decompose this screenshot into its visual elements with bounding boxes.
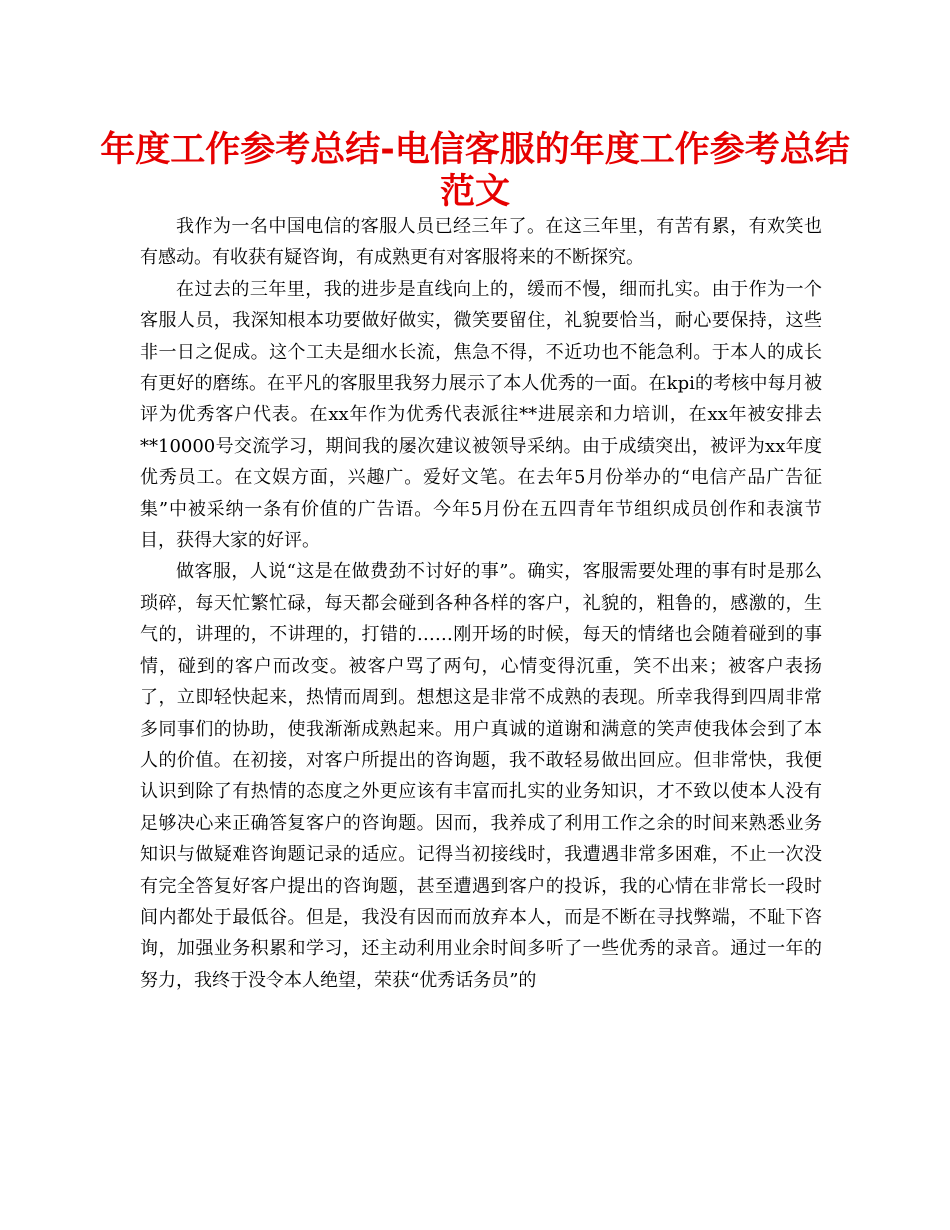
document-title-line1: 年度工作参考总结-电信客服的年度工作参考总结 xyxy=(100,130,850,170)
paragraph: 做客服，人说“这是在做费劲不讨好的事”。确实，客服需要处理的事有时是那么琐碎，每天忙繁忙碌，每天都会碰到各种各样的客户，礼貌的，粗鲁的，感激的，生气的，讲理的，不讲理的，打错的……刚开场的时候，每天的情绪也会随着碰到的事情，碰到的客户而改变。被客户骂了两句，心情变得沉重，笑不出来；被客户表扬了，立即轻快起来，热情而周到。想想这是非常不成熟的表现。所幸我得到四周非常多同事们的协助，使我渐渐成熟起来。用户真诚的道谢和满意的笑声使我体会到了本人的价值。在初接，对客户所提出的咨询题，我不敢轻易做出回应。但非常快，我便认识到除了有热情的态度之外更应该有丰富而扎实的业务知识，才不致以使本人没有足够决心来正确答复客户的咨询题。因而，我养成了利用工作之余的时间来熟悉业务知识与做疑难咨询题记录的适应。记得当初接线时，我遭遇非常多困难，不止一次没有完全答复好客户提出的咨询题，甚至遭遇到客户的投诉，我的心情在非常长一段时间内都处于最低谷。但是，我没有因而而放弃本人，而是不断在寻找弊端，不耻下咨询，加强业务积累和学习，还主动利用业余时间多听了一些优秀的录音。通过一年的努力，我终于没令本人绝望，荣获“优秀话务员”的 xyxy=(140,561,822,991)
document-title-line2: 范文 xyxy=(439,172,510,212)
document-body xyxy=(140,211,822,996)
paragraph: 在过去的三年里，我的进步是直线向上的，缓而不慢，细而扎实。由于作为一个客服人员，我深知根本功要做好做实，微笑要留住，礼貌要恰当，耐心要保持，这些非一日之促成。这个工夫是细水长流，焦急不得，不近功也不能急利。于本人的成长有更好的磨练。在平凡的客服里我努力展示了本人优秀的一面。在kpi的考核中每月被评为优秀客户代表。在xx年作为优秀代表派往**进展亲和力培训，在xx年被安排去**10000号交流学习，期间我的屡次建议被领导采纳。由于成绩突出，被评为xx年度优秀员工。在文娱方面，兴趣广。爱好文笔。在去年5月份举办的“电信产品广告征集”中被采纳一条有价值的广告语。今年5月份在五四青年节组织成员创作和表演节目，获得大家的好评。 xyxy=(140,278,822,552)
paragraph: 我作为一名中国电信的客服人员已经三年了。在这三年里，有苦有累，有欢笑也有感动。有收获有疑咨询，有成熟更有对客服将来的不断探究。 xyxy=(140,216,822,269)
